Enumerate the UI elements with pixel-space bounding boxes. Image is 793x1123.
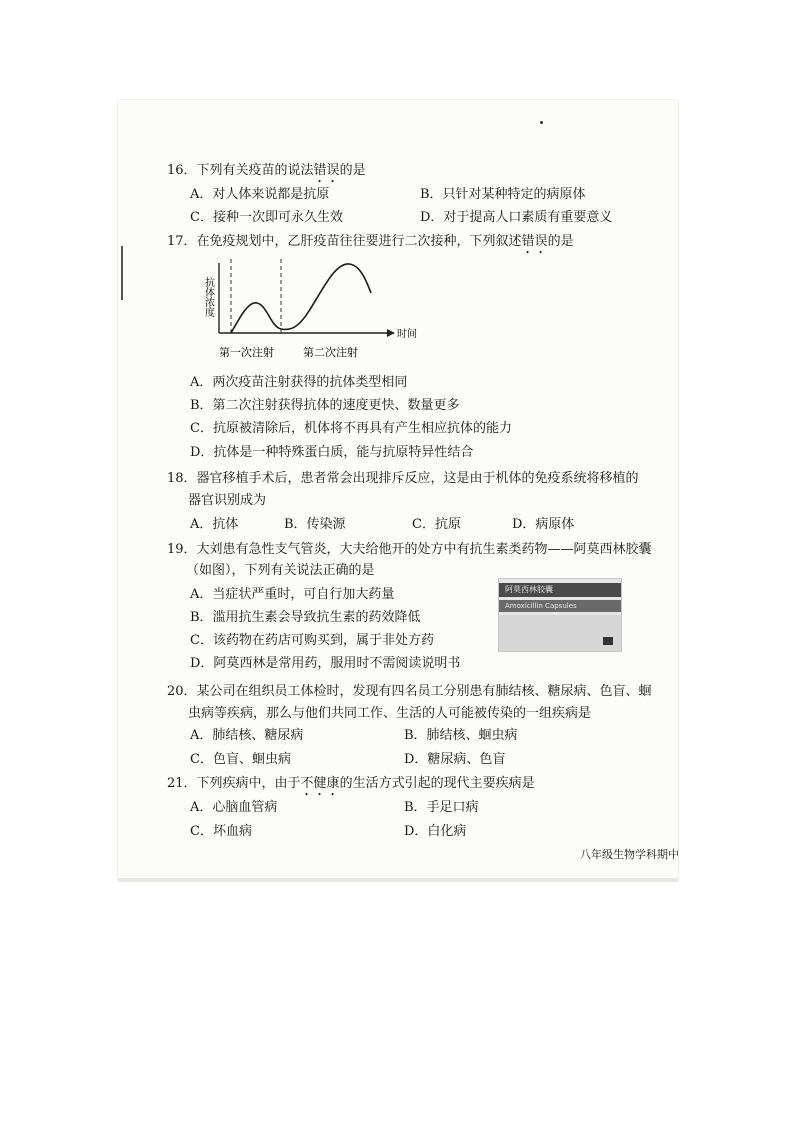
stem-text: 的生活方式引起的现代主要疾病是 [339,776,535,791]
q20-option-a: A．肺结核、糖尿病 [190,728,304,743]
question-19-stem-line2: （如图），下列有关说法正确的是 [186,563,375,578]
emphasis-text: 不健康 [300,776,340,791]
first-injection-label: 第一次注射 [219,346,274,359]
q18-option-a: A．抗体 [190,517,239,532]
question-18-stem-line2: 器官识别成为 [188,493,267,508]
q16-option-c: C．接种一次即可永久生效 [190,210,343,225]
question-18-stem-line1: 18．器官移植手术后，患者常会出现排斥反应，这是由于机体的免疫系统将移植的 [167,471,639,486]
q16-option-b: B．只针对某种特定的病原体 [420,187,586,202]
stem-text: 21．下列疾病中，由于 [167,776,301,791]
q16-option-d: D．对于提高人口素质有重要意义 [420,210,613,225]
q18-option-b: B．传染源 [284,517,346,532]
q21-option-d: D．白化病 [404,824,467,839]
q17-option-c: C．抗原被清除后，机体将不再具有产生相应抗体的能力 [190,421,512,436]
x-axis-arrow [387,329,395,337]
q20-option-c: C．色盲、蛔虫病 [190,752,291,767]
question-19-stem-line1: 19．大刘患有急性支气管炎，大夫给他开的处方中有抗生素类药物——阿莫西林胶囊 [167,542,652,557]
question-16-stem [167,163,366,186]
q21-option-b: B．手足口病 [404,800,479,815]
q17-option-b: B．第二次注射获得抗体的速度更快、数量更多 [190,398,460,413]
q21-option-c: C．坏血病 [190,824,252,839]
q16-option-a: A．对人体来说都是抗原 [190,187,330,202]
margin-mark [121,246,123,300]
stem-text: 17．在免疫规划中，乙肝疫苗往往要进行二次接种，下列叙述 [167,234,522,249]
question-21-stem [167,776,535,799]
box-lower-panel [499,615,621,651]
q20-option-b: B．肺结核、蛔虫病 [404,728,518,743]
antibody-curve-figure [195,255,425,365]
box-english-label: Amoxicillin Capsules [499,600,621,612]
scan-speck [540,121,543,124]
emphasis-text: 错误 [521,234,548,249]
q17-option-a: A．两次疫苗注射获得的抗体类型相同 [190,375,408,390]
box-chinese-label: 阿莫西林胶囊 [499,583,621,597]
second-injection-label: 第二次注射 [303,346,358,359]
page-footer: 八年级生物学科期中 [580,848,679,861]
y-axis-label: 抗体浓度 [202,277,214,317]
antibody-curve [231,264,371,333]
stem-text: 的是 [339,163,366,178]
q19-option-a: A．当症状严重时，可自行加大药量 [190,587,395,602]
stem-text: 16．下列有关疫苗的说法 [167,163,314,178]
page-edge [118,878,678,882]
q18-option-d: D．病原体 [512,517,575,532]
q19-option-b: B．滥用抗生素会导致抗生素的药效降低 [190,610,421,625]
q21-option-a: A．心脑血管病 [190,800,278,815]
question-20-stem-line1: 20．某公司在组织员工体检时，发现有四名员工分别患有肺结核、糖尿病、色盲、蛔 [167,684,652,699]
stem-text: 的是 [547,234,574,249]
q19-option-d: D．阿莫西林是常用药，服用时不需阅读说明书 [190,656,461,671]
q19-option-c: C．该药物在药店可购买到，属于非处方药 [190,633,434,648]
x-axis-label: 时间 [397,329,417,340]
q18-option-c: C．抗原 [412,517,461,532]
emphasis-text: 错误 [313,163,340,178]
question-17-stem [167,234,574,257]
q20-option-d: D．糖尿病、色盲 [404,752,506,767]
question-20-stem-line2: 虫病等疾病，那么与他们共同工作、生活的人可能被传染的一组疾病是 [188,706,592,721]
box-logo-mark [603,637,613,645]
amoxicillin-box-image [498,578,622,652]
q17-option-d: D．抗体是一种特殊蛋白质，能与抗原特异性结合 [190,445,474,460]
